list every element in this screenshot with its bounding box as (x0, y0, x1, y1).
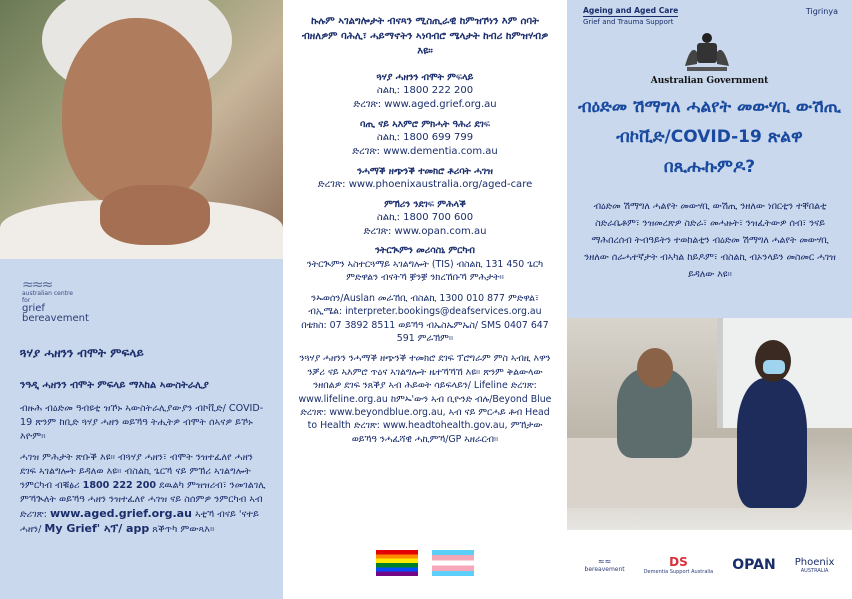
interpreter-auslan: ንኡወሰን/Auslan መራኸቢ ብስልኪ 1300 010 877 ምድዋል፣ ብኢሜል: interpreter.bookings@deafservices.org.au በቴክስ: 07 3892 8511 ወይኻዓ ብኤስኤምኤስ/ SMS 0407 647 591 ምራኽም። (301, 292, 549, 345)
cover-body: ብዕድመ ሽማግለ ሓልየት መውሃቢ ውሽጢ ንዘለው ነበርቲን ተቐበልቲ ስድራቤቶም፣ ንዝመረጽዎ ስድራ፣ መሓዙት፣ ንዝፈትውዎ ሰብ፣ ንናይ ማሕበረሰብ ትብዓይትን ተወከልቲን ብዕድመ ሽማግለ ሓልየት መውሃቢ ንዘለው ሰራሓተኛታት ብኣካል ከይዶም፣ ብስልኪ ብኦንላይን መስመር ሓገዝ ይዳለው እዩ። (584, 201, 836, 280)
gov-title: Australian Government (650, 76, 769, 86)
org-web[interactable]: ድረገጽ: www.aged.grief.org.au (353, 99, 497, 110)
left-phone: 1800 222 200 (82, 480, 157, 491)
logo-line3: bereavement (22, 313, 89, 324)
aged-grief-link[interactable]: www.aged.grief.org.au (49, 507, 192, 520)
left-body (20, 402, 270, 544)
left-para2-c: ኣቲኻ ብናይ 'ናተይ ሓዘን/ (20, 509, 259, 535)
left-para2-d: ጸቕጥካ ምውጻእ። (152, 524, 215, 535)
left-subheading: ንዓዲ ሓዘንን ብሞት ምፍላይ ማእከል ኣውስትራሊያ (20, 380, 209, 391)
interpreter-title: ንትርጒምን መሪሳስኒ ምርካብ (375, 245, 475, 256)
org-name: ንሓማቕ ዘጭንቕ ተመክሮ ቶሪባት ሓገዝ (357, 166, 493, 177)
left-para1: ብዙሕ ብዕድመ ዓብዩቲ ዝኾኑ ኣውስትራሊያውያን ብኮቪድ/ COVID-19 ጽንም ከቢድ ጓሃያ ሓዘን ወይኻዓ ትሒትዎ ብሞት ሰኣናዎ ይኾኑ እዮም። (20, 403, 264, 442)
partner-logos (567, 540, 852, 590)
agency-name: Ageing and Aged Care (583, 6, 679, 15)
left-heading: ጓሃያ ሓዘንን ብሞት ምፍላይ (20, 346, 144, 360)
flags (376, 550, 474, 576)
elderly-woman-photo (0, 0, 283, 259)
org-name: ባጢ ናይ ኣእምሮ ምክሓት ዓሕሪ ደገፍ (359, 119, 491, 130)
support-services: ንጓሃያ ሓዘንን ንሓማቕ ዘጭንቕ ተመክሮ ደገፍ ፕሮግራም ምስ ኣብዚ እዋን ንቓሪ ናይ ኣእምሮ ጥዕና ኣገልግሎት ዜተኻኻኸ እዩ። ጽንም ቅልውላው ንዘበልዎ ደገፍ ንጸቕያ ኣብ ሕይወት ሳይፍላይን/ Lifeline ድረገጽ: www.lifeline.org.au ከምኡ'ውን ኣብ ቢዮንድ ብሉ/Beyond Blue ድረገጽ: www.beyondblue.org.au, ኣብ ናይ ምርሓይ ቶብ Head to Health ድረገጽ: www.headtohealth.gov.au, ምኸታው ወይኻዓ ንሓፈሻዊ ሓኪምኻ/GP ኣዘራርብ። (298, 353, 552, 445)
swirl-icon: ≈≈≈ (22, 277, 52, 293)
org-name: ምኽሪን ንደገፍ ምሕላቕ (384, 199, 466, 210)
swirl-icon: ≈≈ (597, 557, 612, 566)
left-para2-a: ሓገዝ ምሕታት ጽቡቕ እዩ። ብጓሃያ ሓዘን፣ ብሞት ንዝተፈለየ ሓዘን ደገፍ ኣገልግሎት ይዳለወ እዩ። ብስልኪ ጌርኻ ናይ ምኽሪ ኣገልግሎት ንምርካብ ብቑፅሪ (20, 452, 253, 491)
nurse-and-man-photo (567, 318, 852, 530)
org-grief (295, 71, 555, 112)
left-panel (0, 0, 283, 599)
language-label: Tigrinya (805, 7, 838, 16)
logo-prefix: for (22, 297, 31, 304)
left-para2-b: ደዉልካ ምዝዝሪብ፣ ንመገልገሊ ምኻጒለት ወይኻዓ ሓዘን ንዝተፈለየ ሓገዝ ናይ ስሰምዎ ንምርካብ ኣብ ድሪገጽ: (20, 480, 266, 520)
coat-of-arms-icon (677, 30, 737, 74)
org-phone: ስልኪ: 1800 222 200 (376, 85, 474, 96)
org-web[interactable]: ድረገጽ: www.dementia.com.au (352, 146, 498, 157)
transgender-flag-icon (432, 550, 474, 576)
right-panel (567, 0, 852, 599)
cover-title: ብዕድመ ሽማግለ ሓልየት መውሃቢ ውሽጢ ብኮቪድ/COVID-19 ጽልዋ በጺሑኩምዶ? (578, 97, 841, 177)
small-logo-text: bereavement (584, 566, 625, 573)
opan-logo (732, 557, 775, 573)
cover-section (567, 0, 852, 318)
org-web[interactable]: ድረገጽ: www.phoenixaustralia.org/aged-care (317, 179, 533, 190)
phoenix-text: Phoenix (794, 556, 835, 568)
dementia-support-logo (644, 555, 714, 575)
left-para2 (20, 451, 270, 537)
grief-bereavement-logo (22, 277, 102, 325)
org-name: ጓሃያ ሓዘንን ብሞት ምፍላይ (376, 72, 474, 83)
ds-text: DS (669, 555, 688, 569)
ds-sub: Dementia Support Australia (643, 569, 714, 575)
org-phoenix (295, 165, 555, 192)
rainbow-flag-icon (376, 550, 418, 576)
my-grief-app: My Grief' ኣፕ/ app (44, 522, 150, 535)
phoenix-logo (795, 557, 835, 574)
org-phone: ስልኪ: 1800 700 600 (376, 212, 474, 223)
logo-line1: australian centre (22, 290, 73, 297)
mid-intro: ኩሉም ኣገልግሎታት ብናጻን ሚስጢራዊ ከምዝኾነን እም ሰባት ብዘለዎም ባሕሊ፣ ሓይማኖትን ኣነባብሮ ሜላታት ከብሪ ከምዝሃብዎ እዩ። (301, 16, 549, 57)
org-phone: ስልኪ: 1800 699 799 (376, 132, 474, 143)
org-opan (295, 198, 555, 239)
agency-subname: Grief and Trauma Support (583, 18, 674, 26)
grief-bereavement-logo-small (585, 557, 625, 573)
opan-text: OPAN (732, 557, 776, 573)
org-web[interactable]: ድረገጽ: www.opan.com.au (363, 226, 487, 237)
interpreter-tis: ንትርጒምን ኣስተርጓማይ ኣገልግሎት (TIS) ብስልኪ 131 450 ጌርካ ምድዋልን ብናትኻ ቛንቛ ንክረኸቡኻ ምሕታት። (306, 259, 544, 284)
logo-line2: grief (22, 303, 45, 314)
phoenix-sub: AUSTRALIA (800, 567, 829, 574)
org-dementia (295, 118, 555, 159)
middle-panel (283, 0, 567, 599)
